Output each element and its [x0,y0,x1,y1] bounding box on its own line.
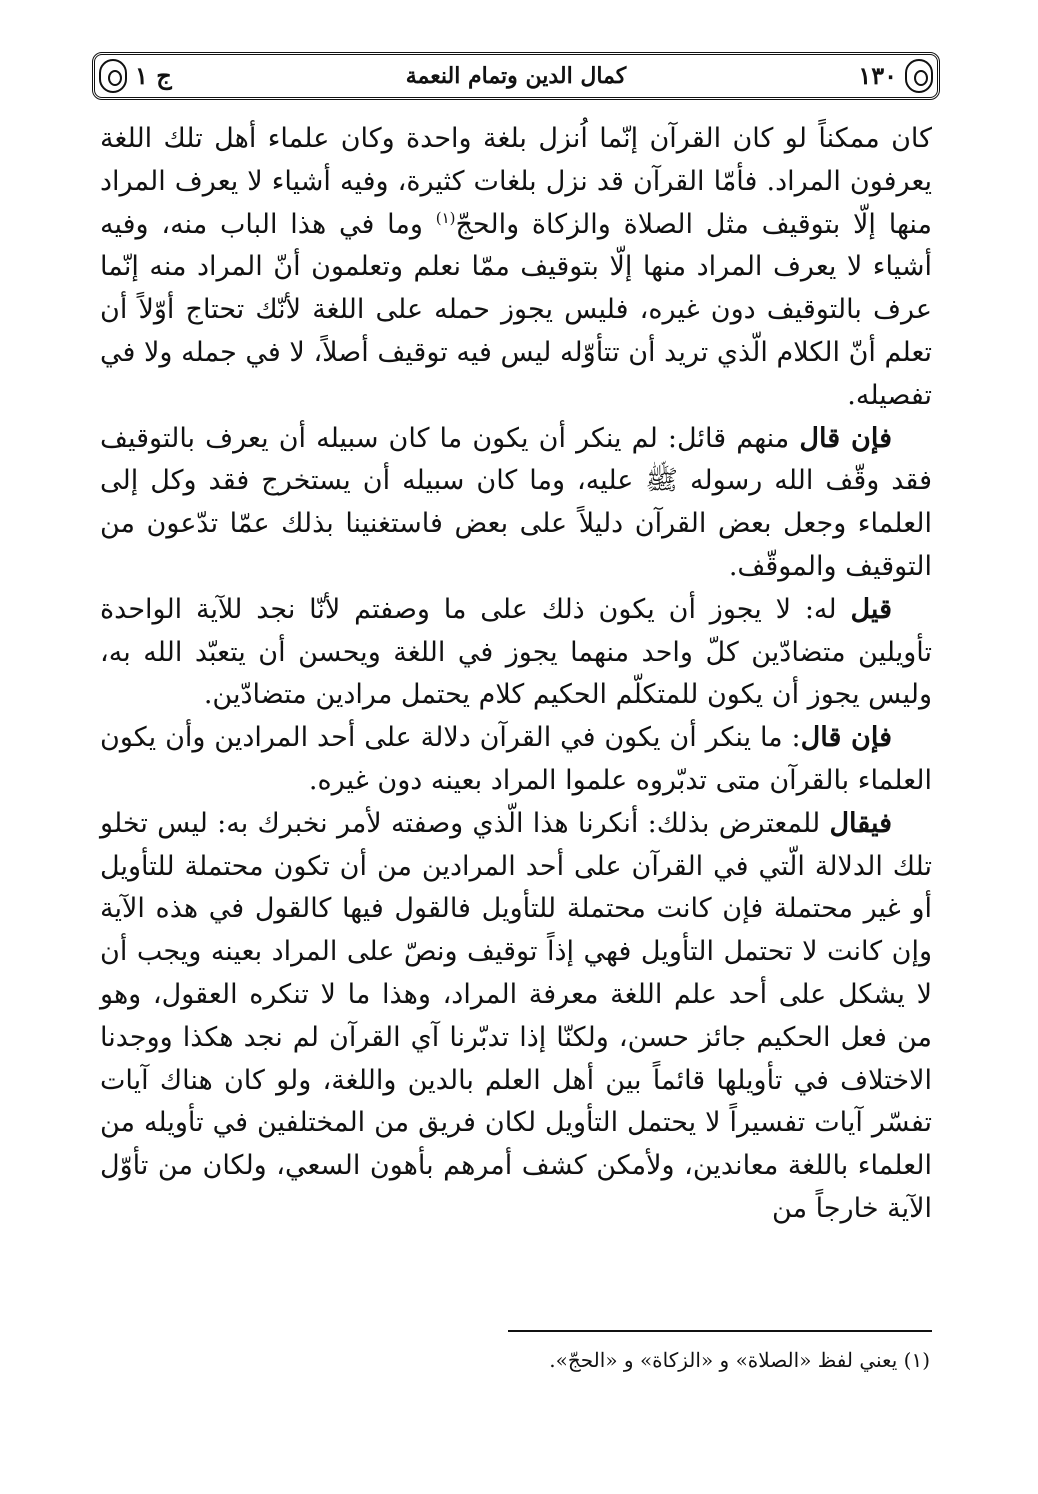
paragraph-text: له: لا يجوز أن يكون ذلك على ما وصفتم لأنّا نجد للآية الواحدة تأويلين متضادّين كلّ واحد منهما يجوز في اللغة ويحسن أن يتعبّد الله به، وليس يجوز أن يكون للمتكلّم الحكيم كلام يحتمل مرادين متضادّين. [100,593,932,711]
paragraph-5 [100,803,932,1231]
paragraph-lead: فيقال [829,807,892,839]
paragraph-text: وما في هذا الباب منه، وفيه أشياء لا يعرف المراد منها إلّا بتوقيف ممّا نعلم وتعلمون أنّ المراد منه إنّما عرف بالتوقيف دون غيره، فليس يجوز حمله على اللغة لأنّك تحتاج أوّلاً أن تعلم أنّ الكلام الّذي تريد أن تتأوّله ليس فيه توقيف أصلاً، لا في جمله ولا في تفصيله. [100,208,932,411]
footnote-ref[interactable]: (١) [435,208,456,227]
footnote: (١) يعني لفظ «الصلاة» و «الزكاة» و «الحجّ». [549,1348,930,1372]
footnote-divider [508,1330,932,1332]
paragraph-text: كان ممكناً لو كان القرآن إنّما اُنزل بلغة واحدة وكان علماء أهل تلك اللغة يعرفون المراد. فأمّا القرآن قد نزل بلغات كثيرة، وفيه أشياء لا يعرف المراد منها إلّا بتوقيف مثل الصلاة والزكاة والحجّ [100,123,933,240]
main-text [100,118,932,1231]
paragraph-lead: فإن قال [799,422,892,454]
paragraph-2 [100,418,932,589]
running-header [92,52,940,100]
paragraph-3 [100,589,932,717]
page-number: ١٣٠ [858,61,897,90]
paragraph-text: للمعترض بذلك: أنكرنا هذا الّذي وصفته لأمر نخبرك به: ليس تخلو تلك الدلالة الّتي في القرآن على أحد المرادين من أن تكون محتملة للتأويل أو غير محتملة فإن كانت محتملة للتأويل فالقول فيها كالقول في هذه الآية وإن كانت لا تحتمل التأويل فهي إذاً توقيف ونصّ على المراد بعينه ويجب أن لا يشكل على أحد علم اللغة معرفة المراد، وهذا ما لا تنكره العقول، وهو من فعل الحكيم جائز حسن، ولكنّا إذا تدبّرنا آي القرآن لم نجد هكذا ووجدنا الاختلاف في تأويلها قائماً بين أهل العلم بالدين واللغة، ولو كان هناك آيات تفسّر آيات تفسيراً لا يحتمل التأويل لكان فريق من المختلفين في تأويله من العلماء باللغة معاندين، ولأمكن كشف أمرهم بأهون السعي، ولكان من تأوّل الآية خارجاً من [100,807,932,1224]
paragraph-text: : ما ينكر أن يكون في القرآن دلالة على أحد المرادين وأن يكون العلماء بالقرآن متى تدبّروه علموا المراد بعينه دون غيره. [100,722,932,796]
book-title: كمال الدين وتمام النعمة [405,63,627,89]
paragraph-text: منهم قائل: لم ينكر أن يكون ما كان سبيله أن يعرف بالتوقيف فقد وقّف الله رسوله ﷺ عليه، وما كان سبيله أن يستخرج فقد وكل إلى العلماء وجعل بعض القرآن دليلاً على بعض فاستغنينا بذلك عمّا تدّعون من التوقيف والموقّف. [100,422,932,582]
paragraph-lead: قيل [850,593,892,625]
paragraph-4 [100,717,932,803]
paragraph-lead: فإن قال [800,722,892,754]
volume-number: ج ١ [135,61,172,90]
paragraph-1 [100,118,932,418]
